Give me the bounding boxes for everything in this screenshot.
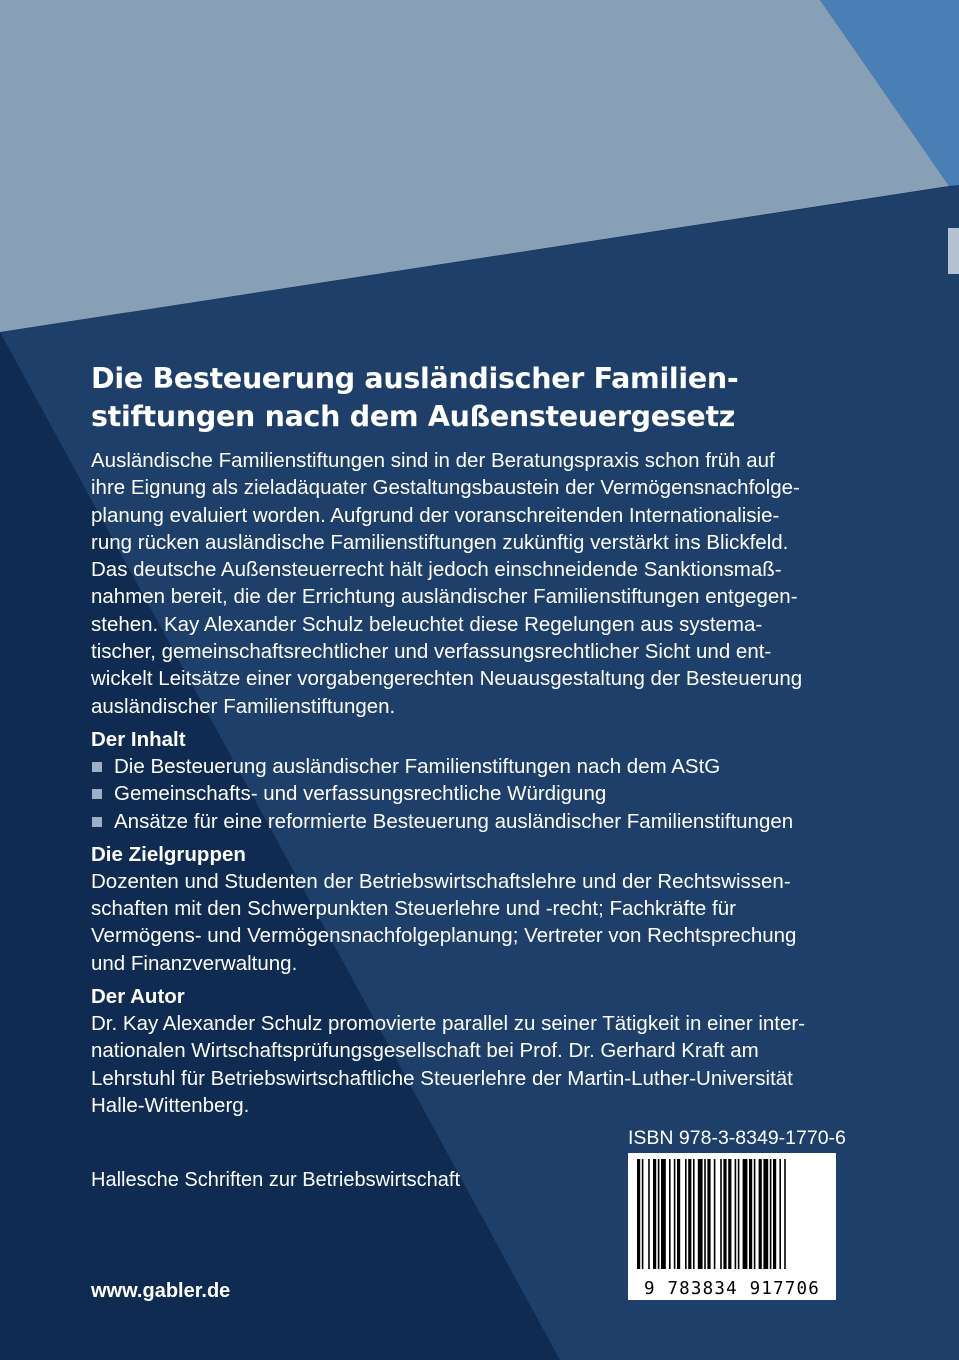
author-line: Lehrstuhl für Betriebswirtschaftliche Steuerlehre der Martin-Luther-Universität [91,1066,793,1090]
author-text [91,1010,851,1119]
back-cover-text [91,360,851,1119]
barcode-bar [693,1159,695,1269]
barcode-bar [658,1159,660,1269]
barcode-bar [704,1159,706,1269]
barcode-bar [763,1159,768,1269]
barcode-bar [648,1159,650,1269]
barcode-bar [637,1159,640,1269]
barcode-bar [685,1159,687,1269]
intro-line: wickelt Leitsätze einer vorgabengerechten Neuausgestaltung der Besteuerung [91,667,803,691]
barcode-bar [674,1159,676,1269]
barcode-bar [698,1159,703,1269]
contents-heading: Der Inhalt [91,727,186,751]
barcode-bar [779,1159,781,1269]
author-heading: Der Autor [91,985,185,1009]
barcode-bar [661,1159,666,1269]
author-line: Dr. Kay Alexander Schulz promovierte parallel zu seiner Tätigkeit in einer inter- [91,1012,806,1036]
intro-text [91,447,851,720]
barcode-bar [714,1159,716,1269]
series-name: Hallesche Schriften zur Betriebswirtschaft [91,1169,461,1191]
author-line: nationalen Wirtschaftsprüfungsgesellschaft bei Prof. Dr. Gerhard Kraft am [91,1039,759,1063]
barcode-bar [743,1159,748,1269]
barcode-bar [720,1159,722,1269]
barcode-bar [773,1159,776,1269]
bullet-square-icon [92,817,102,827]
audience-text [91,868,851,977]
audience-line: Dozenten und Studenten der Betriebswirtschaftslehre und der Rechtswissen- [91,869,791,893]
audience-heading: Die Zielgruppen [91,842,246,866]
barcode-bar [770,1159,772,1269]
barcode-bar [738,1159,740,1269]
intro-line: tischer, gemeinschaftsrechtlicher und verfassungsrechtlicher Sicht und ent- [91,640,772,664]
intro-line: ausländischer Familienstiftungen. [91,694,396,718]
bullet-square-icon [92,789,102,799]
list-item: Die Besteuerung ausländischer Familienstiftungen nach dem AStG [91,753,851,780]
list-item: Gemeinschafts- und verfassungsrechtliche Würdigung [91,780,851,807]
title-line: stiftungen nach dem Außensteuergesetz [91,400,736,433]
barcode-bar [784,1159,786,1269]
bullet-square-icon [92,762,102,772]
author-line: Halle-Wittenberg. [91,1093,250,1117]
list-item: Ansätze für eine reformierte Besteuerung ausländischer Familienstiftungen [91,808,851,835]
intro-line: rung rücken ausländische Familienstiftungen zukünftig verstärkt ins Blickfeld. [91,530,789,554]
contents-list [91,753,851,835]
barcode-bar [707,1159,710,1269]
intro-line: nahmen bereit, die der Errichtung ausländischer Familienstiftungen entgegen- [91,585,798,609]
barcode-bar [677,1159,680,1269]
barcode-bar [653,1159,656,1269]
barcode-bar [754,1159,756,1269]
barcode-bar [759,1159,762,1269]
publisher-website: www.gabler.de [91,1280,231,1302]
intro-line: Das deutsche Außensteuerrecht hält jedoch einschneidende Sanktionsmaß- [91,558,782,582]
intro-line: stehen. Kay Alexander Schulz beleuchtet diese Regelungen aus systema- [91,612,763,636]
audience-line: und Finanzverwaltung. [91,951,298,975]
barcode-bar [723,1159,726,1269]
audience-line: schaften mit den Schwerpunkten Steuerlehre und -recht; Fachkräfte für [91,897,736,921]
intro-line: planung evaluiert worden. Aufgrund der voranschreitenden Internationalisie- [91,503,780,527]
barcode-bar [749,1159,752,1269]
barcode-bar [669,1159,671,1269]
barcode [628,1153,836,1300]
barcode-bar [735,1159,737,1269]
book-title [91,360,851,436]
intro-line: Ausländische Familienstiftungen sind in der Beratungspraxis schon früh auf [91,449,775,472]
isbn-label: ISBN 978-3-8349-1770-6 [628,1127,846,1149]
barcode-bar [642,1159,644,1269]
audience-line: Vermögens- und Vermögensnachfolgeplanung; Vertreter von Rechtsprechung [91,924,797,948]
edge-tab [948,228,959,274]
title-line: Die Besteuerung ausländischer Familien- [91,362,739,395]
barcode-digits: 9 783834 917706 [643,1279,821,1299]
barcode-bar [728,1159,731,1269]
barcode-bar [688,1159,691,1269]
barcode-bars [637,1159,829,1269]
intro-line: ihre Eignung als zieladäquater Gestaltungsbaustein der Vermögensnachfolge- [91,476,800,500]
